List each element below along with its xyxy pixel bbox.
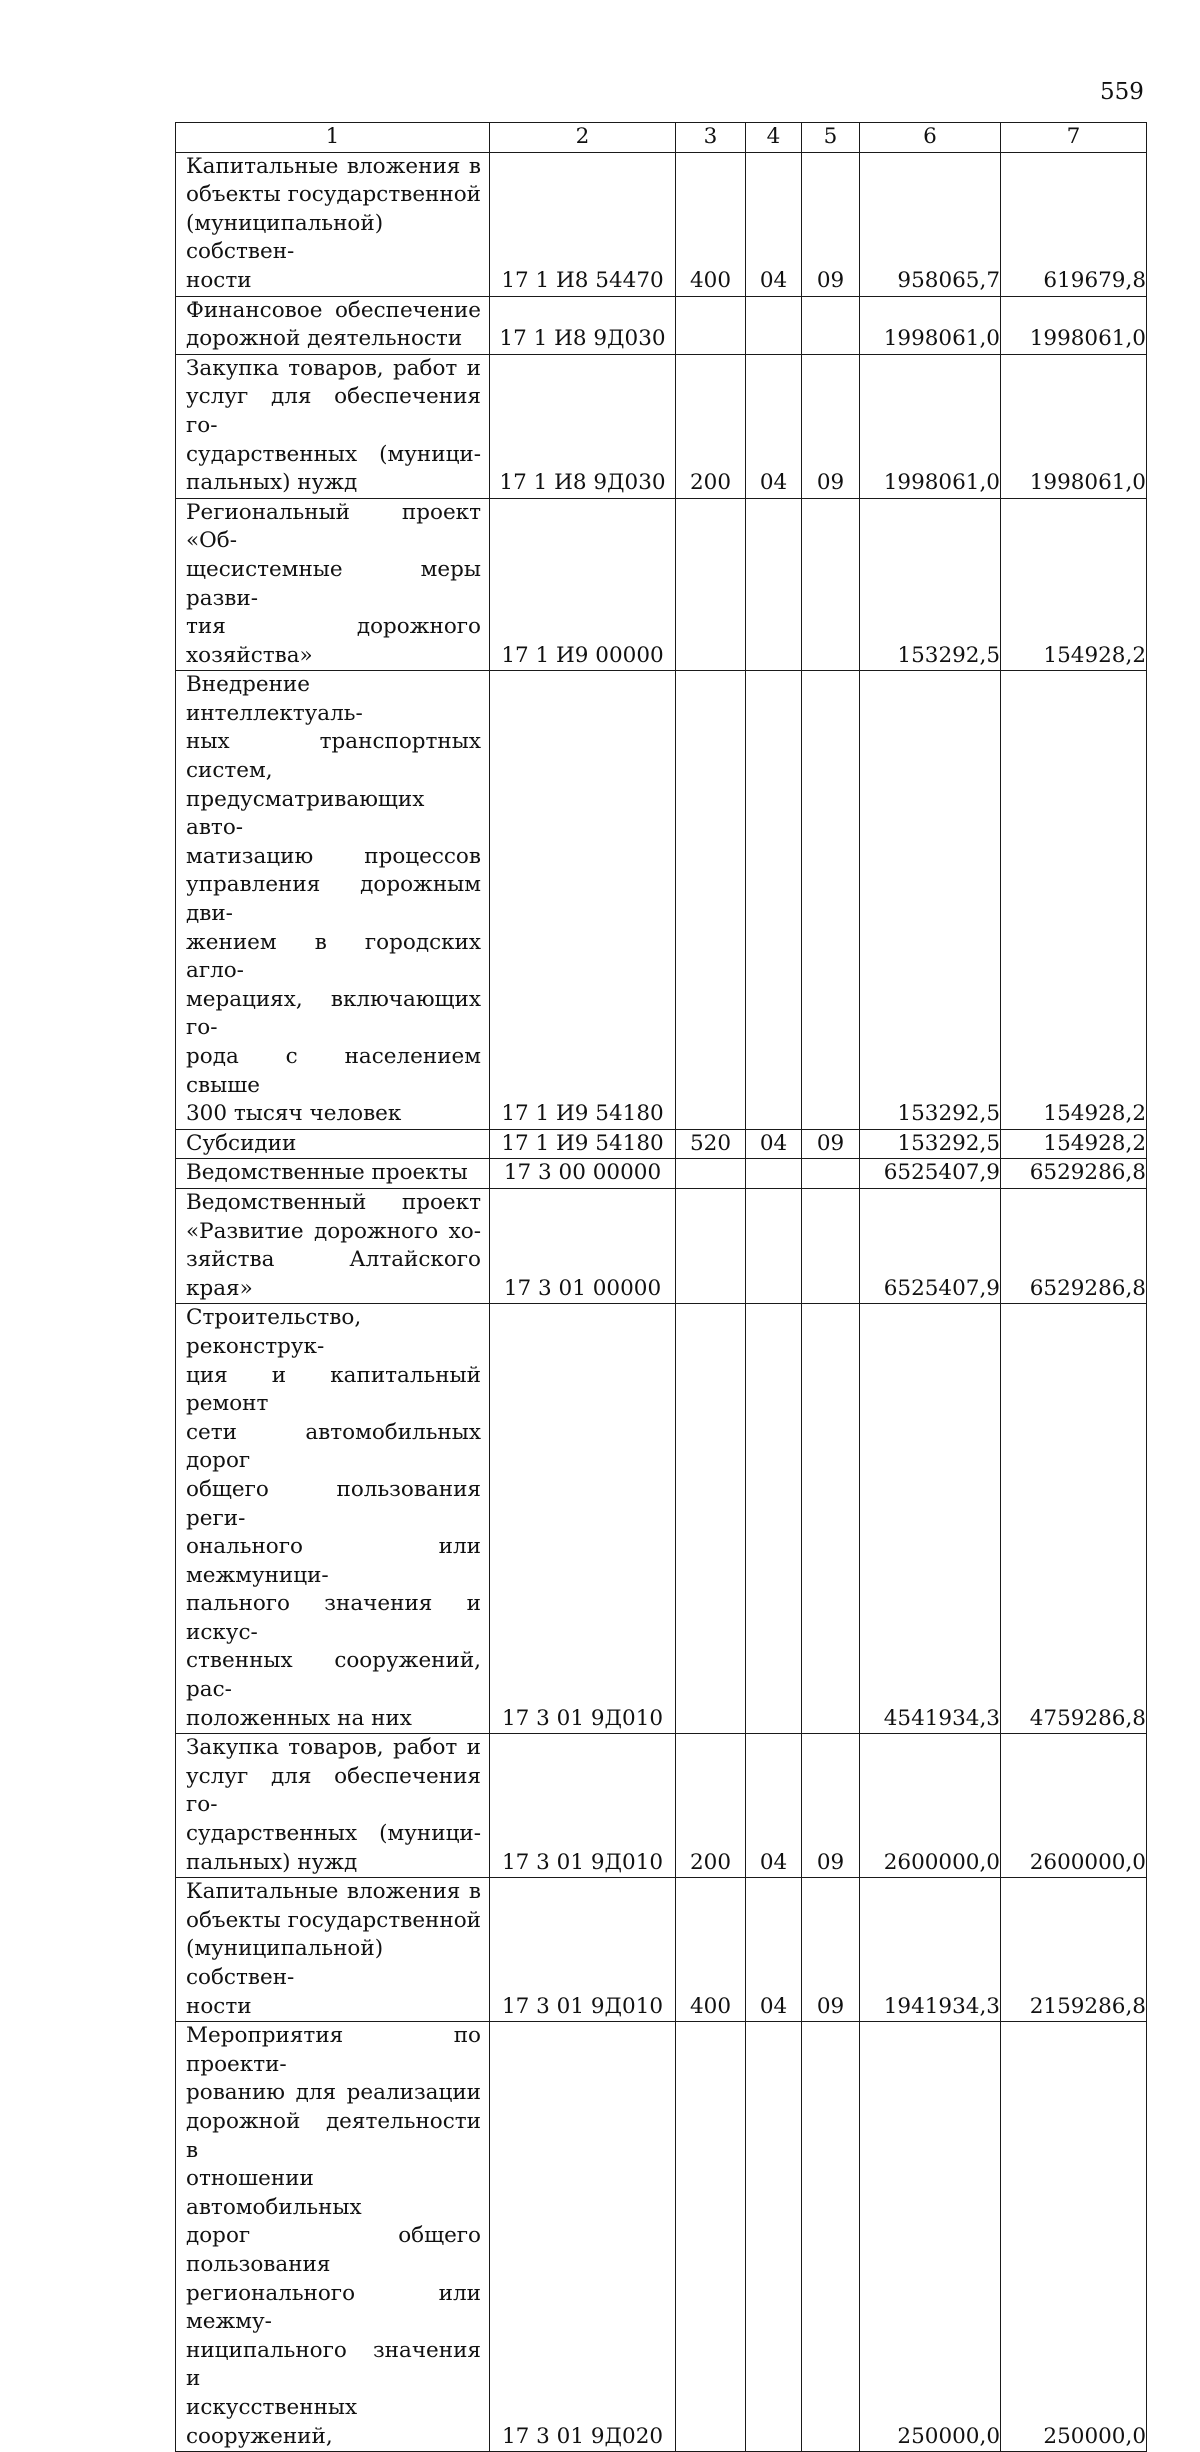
row-name-line: предусматривающих авто- — [186, 786, 425, 841]
row-name-line: Капитальные вложения в — [186, 153, 481, 179]
row-value-col7: 6529286,8 — [1001, 1159, 1147, 1189]
row-name-line: матизацию процессов — [186, 843, 481, 869]
row-name-line: Закупка товаров, работ и — [186, 1735, 481, 1761]
row-col4-cell — [746, 296, 802, 354]
row-code-cell: 17 3 01 00000 — [490, 1188, 676, 1303]
row-value-col6: 4541934,3 — [860, 1304, 1001, 1734]
row-value-col7: 1998061,0 — [1001, 296, 1147, 354]
header-row — [176, 123, 1147, 153]
header-col-7: 7 — [1001, 123, 1147, 153]
row-value-col6: 6525407,9 — [860, 1159, 1001, 1189]
row-name-line: управления дорожным дви- — [186, 872, 481, 927]
row-col3-cell — [676, 2022, 746, 2452]
row-value-col7: 619679,8 — [1001, 152, 1147, 296]
table-row — [176, 354, 1147, 498]
row-col3-cell: 400 — [676, 1878, 746, 2022]
row-name-cell — [176, 152, 490, 296]
row-value-col6: 1998061,0 — [860, 354, 1001, 498]
row-value-col7: 1998061,0 — [1001, 354, 1147, 498]
table-row — [176, 152, 1147, 296]
header-col-5: 5 — [802, 123, 860, 153]
row-name-line: объекты государственной — [186, 182, 481, 208]
table-row — [176, 1188, 1147, 1303]
row-name-cell — [176, 1159, 490, 1189]
row-name-line: ных транспортных систем, — [186, 729, 481, 784]
row-col3-cell — [676, 498, 746, 671]
row-name-line: услуг для обеспечения го- — [186, 1763, 481, 1818]
row-col5-cell — [802, 296, 860, 354]
row-name-line: Региональный проект «Об- — [186, 499, 481, 554]
row-name-line: дорожной деятельности — [186, 326, 463, 352]
row-code-cell: 17 1 И8 54470 — [490, 152, 676, 296]
row-name-line: положенных на них — [186, 1705, 412, 1731]
row-name-line: сударственных (муници- — [186, 441, 481, 467]
row-col5-cell — [802, 2022, 860, 2452]
row-code-cell: 17 3 01 9Д010 — [490, 1304, 676, 1734]
row-col4-cell: 04 — [746, 1129, 802, 1159]
row-name-line: ности — [186, 267, 252, 293]
row-code-cell: 17 1 И9 54180 — [490, 671, 676, 1130]
row-col5-cell — [802, 1304, 860, 1734]
row-col5-cell — [802, 498, 860, 671]
row-col5-cell — [802, 671, 860, 1130]
row-name-line: ности — [186, 1993, 252, 2019]
row-name-line: ниципального значения и — [186, 2337, 481, 2392]
header-col-4: 4 — [746, 123, 802, 153]
row-name-line: общего пользования реги- — [186, 1476, 481, 1531]
row-name-cell — [176, 2022, 490, 2452]
row-col4-cell: 04 — [746, 354, 802, 498]
row-col4-cell — [746, 2022, 802, 2452]
row-value-col6: 6525407,9 — [860, 1188, 1001, 1303]
row-name-line: рода с населением свыше — [186, 1044, 481, 1098]
row-col5-cell: 09 — [802, 354, 860, 498]
row-value-col7: 154928,2 — [1001, 1129, 1147, 1159]
row-name-cell — [176, 1878, 490, 2022]
row-name-line: Субсидии — [186, 1130, 297, 1156]
table-row — [176, 1878, 1147, 2022]
table-row — [176, 2022, 1147, 2452]
row-name-line: Внедрение интеллектуаль- — [186, 672, 363, 726]
row-name-line: отношении автомобильных — [186, 2166, 362, 2220]
row-col4-cell: 04 — [746, 152, 802, 296]
row-name-line: Финансовое обеспечение — [186, 297, 481, 323]
row-name-line: мерациях, включающих го- — [186, 986, 481, 1041]
row-col5-cell — [802, 1188, 860, 1303]
row-code-cell: 17 3 01 9Д010 — [490, 1734, 676, 1878]
row-value-col6: 153292,5 — [860, 498, 1001, 671]
row-name-line: Мероприятия по проекти- — [186, 2023, 481, 2077]
row-name-line: пального значения и искус- — [186, 1591, 481, 1645]
row-name-line: онального или межмуници- — [186, 1534, 481, 1588]
row-name-cell — [176, 1304, 490, 1734]
row-value-col6: 1998061,0 — [860, 296, 1001, 354]
row-col5-cell: 09 — [802, 1878, 860, 2022]
row-name-line: ция и капитальный ремонт — [186, 1362, 481, 1417]
row-col3-cell: 200 — [676, 1734, 746, 1878]
row-col3-cell: 200 — [676, 354, 746, 498]
table-row — [176, 1304, 1147, 1734]
row-col5-cell: 09 — [802, 1734, 860, 1878]
header-col-6: 6 — [860, 123, 1001, 153]
row-name-cell — [176, 671, 490, 1130]
row-name-line: щесистемные меры разви- — [186, 556, 481, 611]
row-code-cell: 17 3 01 9Д010 — [490, 1878, 676, 2022]
table-row — [176, 1159, 1147, 1189]
row-value-col7: 4759286,8 — [1001, 1304, 1147, 1734]
row-code-cell: 17 1 И8 9Д030 — [490, 354, 676, 498]
row-name-cell — [176, 1188, 490, 1303]
row-value-col7: 154928,2 — [1001, 498, 1147, 671]
row-name-line: Строительство, реконструк- — [186, 1305, 362, 1359]
row-name-line: дорог общего пользования — [186, 2223, 481, 2277]
row-col3-cell: 520 — [676, 1129, 746, 1159]
row-value-col7: 250000,0 — [1001, 2022, 1147, 2452]
row-name-line: искусственных сооружений, — [186, 2394, 358, 2449]
row-value-col6: 1941934,3 — [860, 1878, 1001, 2022]
row-col5-cell: 09 — [802, 152, 860, 296]
row-value-col6: 250000,0 — [860, 2022, 1001, 2452]
row-name-cell — [176, 1129, 490, 1159]
row-value-col6: 2600000,0 — [860, 1734, 1001, 1878]
row-name-line: дорожной деятельности в — [186, 2108, 481, 2163]
row-code-cell: 17 3 01 9Д020 — [490, 2022, 676, 2452]
table-row — [176, 671, 1147, 1130]
row-code-cell: 17 1 И9 00000 — [490, 498, 676, 671]
row-name-line: жением в городских агло- — [186, 929, 481, 984]
row-col3-cell — [676, 1159, 746, 1189]
row-col3-cell — [676, 296, 746, 354]
row-name-line: сударственных (муници- — [186, 1821, 481, 1847]
row-col4-cell — [746, 1304, 802, 1734]
row-name-line: (муниципальной) собствен- — [186, 210, 384, 265]
row-code-cell: 17 1 И8 9Д030 — [490, 296, 676, 354]
row-value-col7: 6529286,8 — [1001, 1188, 1147, 1303]
row-code-cell: 17 3 00 00000 — [490, 1159, 676, 1189]
row-value-col7: 2159286,8 — [1001, 1878, 1147, 2022]
page-number: 559 — [1100, 79, 1144, 105]
row-name-cell — [176, 296, 490, 354]
row-name-line: рованию для реализации — [186, 2080, 481, 2106]
row-col5-cell: 09 — [802, 1129, 860, 1159]
row-value-col7: 154928,2 — [1001, 671, 1147, 1130]
row-col4-cell — [746, 671, 802, 1130]
table-row — [176, 1129, 1147, 1159]
row-value-col7: 2600000,0 — [1001, 1734, 1147, 1878]
row-name-line: сети автомобильных дорог — [186, 1419, 481, 1474]
row-name-line: Закупка товаров, работ и — [186, 355, 481, 381]
row-code-cell: 17 1 И9 54180 — [490, 1129, 676, 1159]
header-col-1: 1 — [176, 123, 490, 153]
row-col5-cell — [802, 1159, 860, 1189]
row-col3-cell: 400 — [676, 152, 746, 296]
row-col4-cell — [746, 1188, 802, 1303]
table-row — [176, 296, 1147, 354]
row-col4-cell: 04 — [746, 1734, 802, 1878]
budget-table — [175, 122, 1147, 2452]
row-col4-cell — [746, 498, 802, 671]
row-col4-cell — [746, 1159, 802, 1189]
row-col3-cell — [676, 1304, 746, 1734]
row-name-cell — [176, 1734, 490, 1878]
row-col4-cell: 04 — [746, 1878, 802, 2022]
row-value-col6: 153292,5 — [860, 1129, 1001, 1159]
row-value-col6: 153292,5 — [860, 671, 1001, 1130]
row-name-line: объекты государственной — [186, 1907, 481, 1933]
row-name-cell — [176, 498, 490, 671]
row-col3-cell — [676, 1188, 746, 1303]
row-name-line: Ведомственные проекты — [186, 1160, 468, 1186]
row-name-line: услуг для обеспечения го- — [186, 384, 481, 438]
row-name-line: пальных) нужд — [186, 470, 358, 496]
table-row — [176, 498, 1147, 671]
row-name-line: (муниципальной) собствен- — [186, 1936, 384, 1990]
header-col-3: 3 — [676, 123, 746, 153]
row-name-line: регионального или межму- — [186, 2280, 481, 2335]
row-name-line: Ведомственный проект — [186, 1189, 481, 1215]
header-col-2: 2 — [490, 123, 676, 153]
row-name-line: ственных сооружений, рас- — [186, 1648, 481, 1703]
row-value-col6: 958065,7 — [860, 152, 1001, 296]
row-col3-cell — [676, 671, 746, 1130]
row-name-line: тия дорожного хозяйства» — [186, 614, 481, 668]
row-name-line: «Развитие дорожного хо- — [186, 1218, 481, 1244]
row-name-line: пальных) нужд — [186, 1849, 358, 1875]
row-name-cell — [176, 354, 490, 498]
row-name-line: Капитальные вложения в — [186, 1879, 481, 1905]
table-row — [176, 1734, 1147, 1878]
row-name-line: зяйства Алтайского края» — [186, 1247, 481, 1301]
row-name-line: 300 тысяч человек — [186, 1101, 402, 1127]
